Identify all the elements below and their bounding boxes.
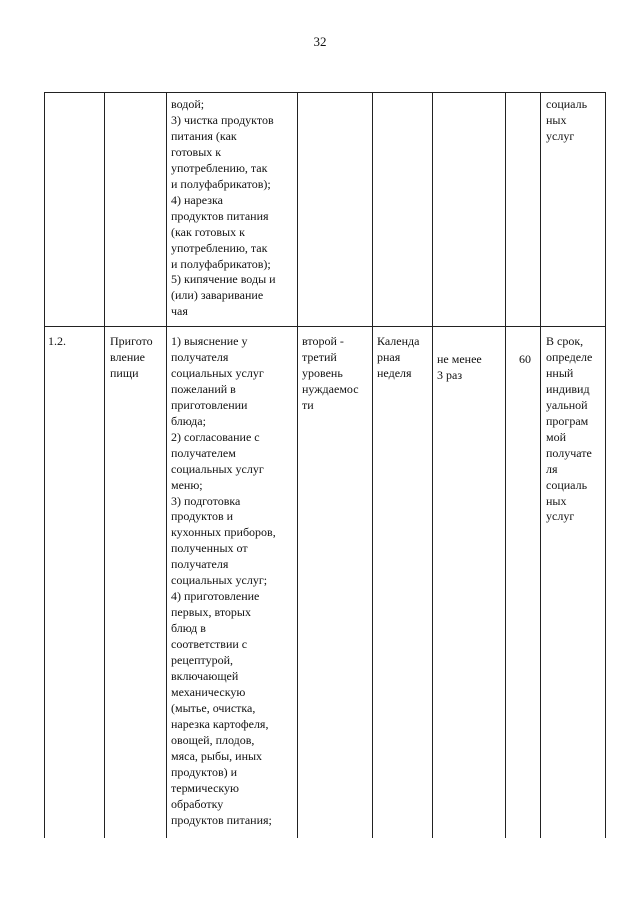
page-number: 32: [313, 34, 327, 49]
col-border-4: [372, 92, 373, 838]
col-border-right: [605, 92, 606, 838]
col-border-5: [432, 92, 433, 838]
period: Календа рная неделя: [377, 334, 420, 380]
deadline: В срок, определе нный индивид уальной програм мой получате ля социаль ных услуг: [546, 334, 593, 524]
row-number: 1.2.: [48, 334, 66, 348]
continuation-service-text: водой; 3) чистка продуктов питания (как готовых к употреблению, так и полуфабрикатов); 4) нарезка продуктов питания (как готовых к употреблению, так и полуфабрикатов); 5) кипячение воды и (или) заваривание чая: [171, 97, 276, 319]
col-border-1: [104, 92, 105, 838]
col-border-7: [540, 92, 541, 838]
col-border-3: [297, 92, 298, 838]
need-level: второй - третий уровень нуждаемос ти: [302, 334, 359, 412]
service-name: Пригото вление пищи: [110, 334, 153, 380]
duration: 60: [519, 352, 531, 366]
frequency: не менее 3 раз: [437, 352, 482, 382]
col-border-left: [44, 92, 45, 838]
continuation-deadline-text: социаль ных услуг: [546, 97, 588, 143]
service-content: 1) выяснение у получателя социальных услуг пожеланий в приготовлении блюда; 2) согласование с получателем социальных услуг меню; 3) подготовка продуктов и кухонных приборов, полученных от получателя социальных услуг; 4) приготовление первых, вторых блюд в соответствии с рецептурой, включающей механическую (мытье, очистка, нарезка картофеля, овощей, плодов, мяса, рыбы, иных продуктов) и термическую обработку продуктов питания;: [171, 334, 276, 827]
row-divider: [44, 326, 606, 327]
table-top-border: [44, 92, 606, 93]
col-border-6: [505, 92, 506, 838]
col-border-2: [166, 92, 167, 838]
